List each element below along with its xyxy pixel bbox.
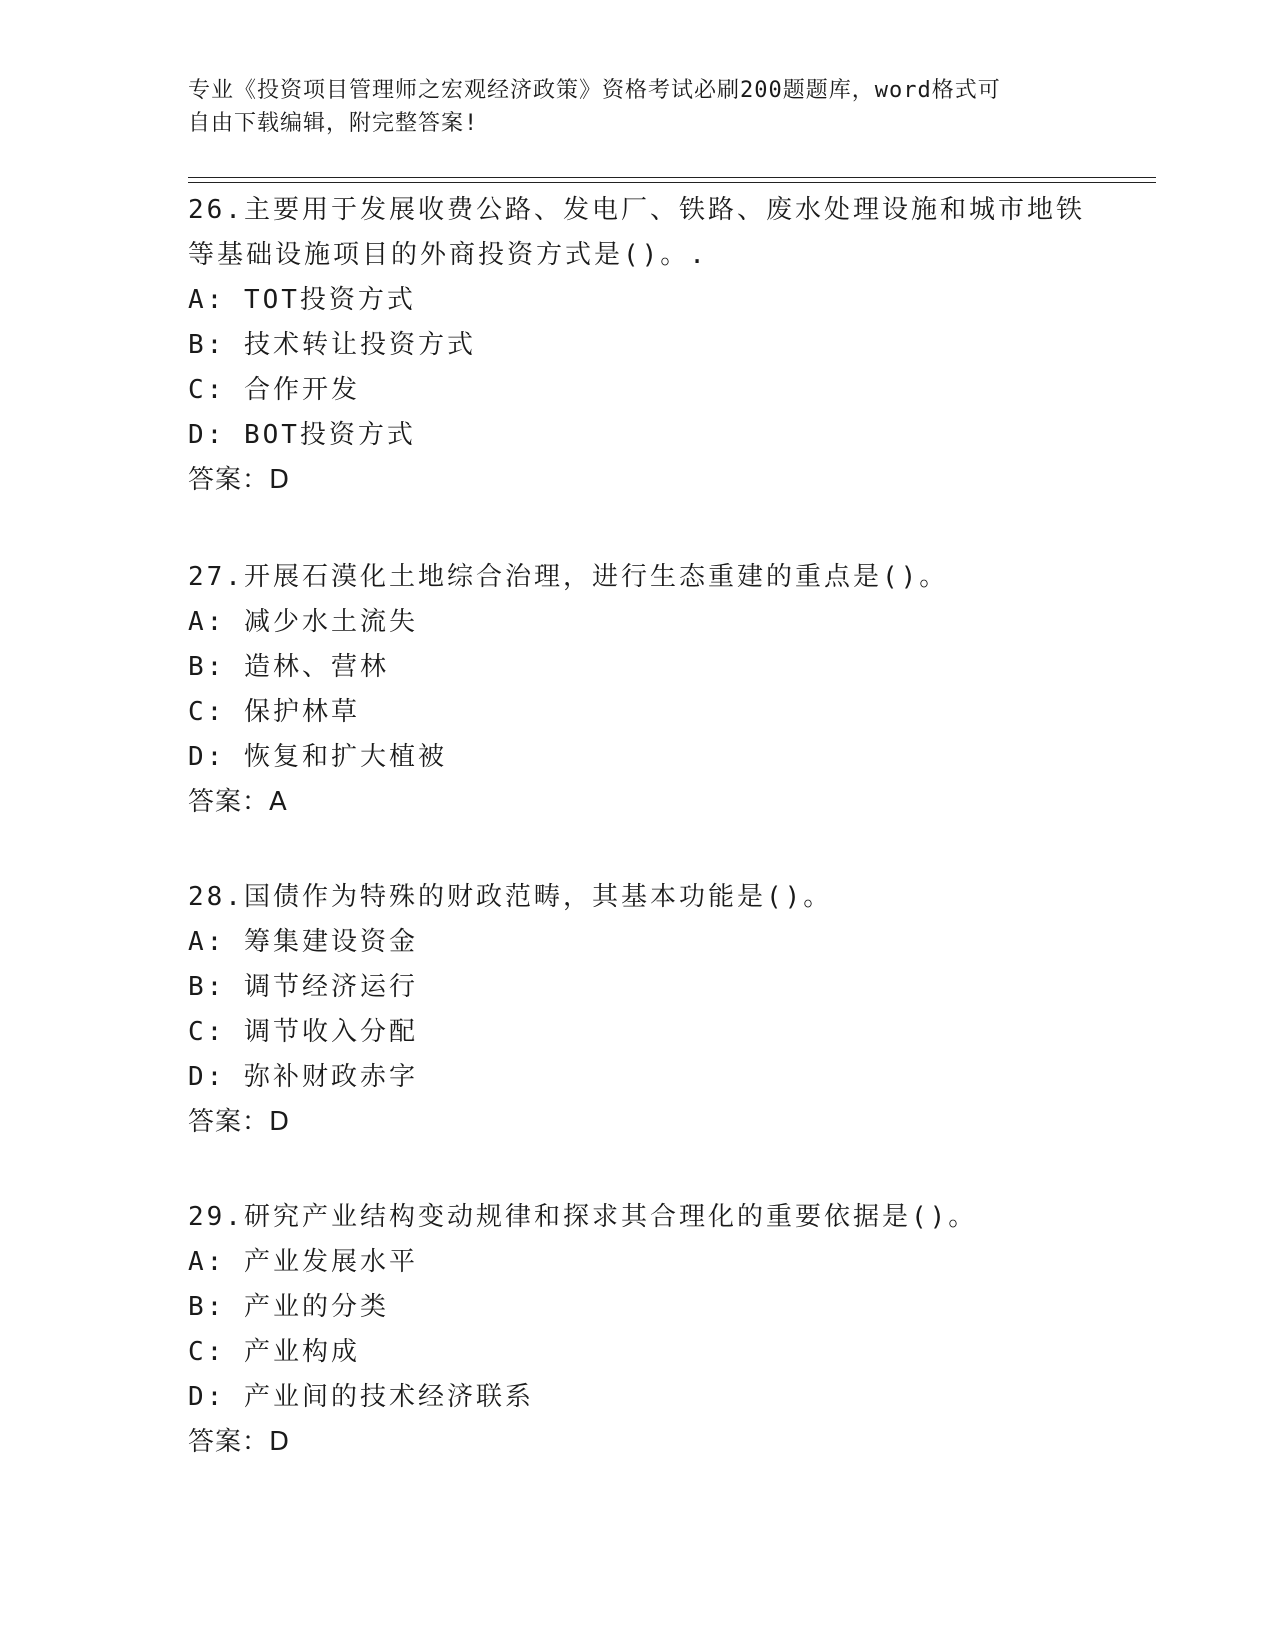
answer: 答案：D bbox=[188, 465, 291, 495]
question-28 bbox=[188, 875, 1088, 1145]
question-26 bbox=[188, 188, 1088, 503]
option-b: B: 技术转让投资方式 bbox=[188, 330, 476, 360]
document-header bbox=[188, 74, 1068, 140]
question-stem-line-1: 26.主要用于发展收费公路、发电厂、铁路、废水处理设施和城市地铁 bbox=[188, 195, 1085, 225]
header-divider-top bbox=[188, 177, 1156, 178]
option-a: A: TOT投资方式 bbox=[188, 285, 416, 315]
option-c: C: 合作开发 bbox=[188, 375, 360, 405]
option-a: A: 减少水土流失 bbox=[188, 607, 418, 637]
question-27 bbox=[188, 555, 1088, 825]
option-b: B: 造林、营林 bbox=[188, 652, 389, 682]
option-b: B: 产业的分类 bbox=[188, 1292, 389, 1322]
answer: 答案：A bbox=[188, 787, 288, 817]
option-d: D: 产业间的技术经济联系 bbox=[188, 1382, 534, 1412]
header-divider-bottom bbox=[188, 182, 1156, 183]
question-stem-line-1: 28.国债作为特殊的财政范畴，其基本功能是()。 bbox=[188, 882, 833, 912]
answer: 答案：D bbox=[188, 1107, 291, 1137]
option-d: D: 恢复和扩大植被 bbox=[188, 742, 447, 772]
option-a: A: 产业发展水平 bbox=[188, 1247, 418, 1277]
option-b: B: 调节经济运行 bbox=[188, 972, 418, 1002]
header-line-1: 专业《投资项目管理师之宏观经济政策》资格考试必刷200题题库，word格式可 bbox=[188, 78, 1001, 103]
option-d: D: BOT投资方式 bbox=[188, 420, 416, 450]
question-stem-line-1: 27.开展石漠化土地综合治理，进行生态重建的重点是()。 bbox=[188, 562, 949, 592]
option-c: C: 保护林草 bbox=[188, 697, 360, 727]
option-d: D: 弥补财政赤字 bbox=[188, 1062, 418, 1092]
question-stem-line-1: 29.研究产业结构变动规律和探求其合理化的重要依据是()。 bbox=[188, 1202, 978, 1232]
header-line-2: 自由下载编辑，附完整答案! bbox=[188, 111, 479, 136]
question-29 bbox=[188, 1195, 1088, 1465]
question-stem-line-2: 等基础设施项目的外商投资方式是()。. bbox=[188, 240, 708, 270]
option-c: C: 调节收入分配 bbox=[188, 1017, 418, 1047]
option-c: C: 产业构成 bbox=[188, 1337, 360, 1367]
answer: 答案：D bbox=[188, 1427, 291, 1457]
option-a: A: 筹集建设资金 bbox=[188, 927, 418, 957]
